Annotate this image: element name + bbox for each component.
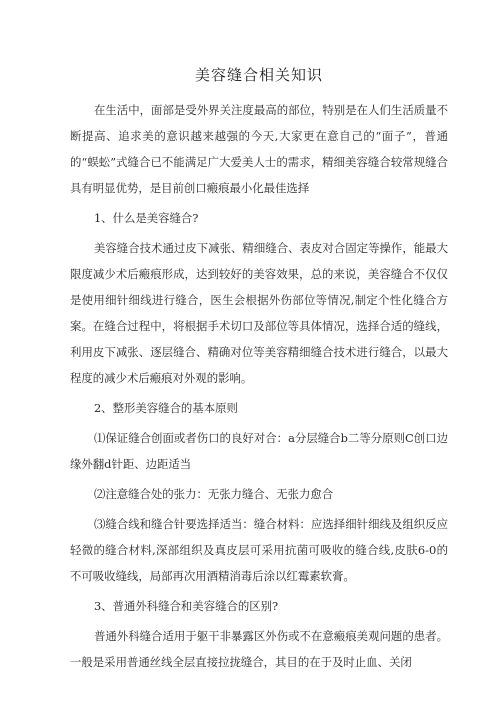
section1-heading: 1、什么是美容缝合? <box>93 211 199 225</box>
section2-heading: 2、整形美容缝合的基本原则 <box>93 401 238 415</box>
section2-item-1: ⑴保证缝合创面或者伤口的良好对合：a分层缝合b二等分原则C创口边缘外翻d针距、边距适当 <box>70 431 448 471</box>
section2-item-3: ⑶缝合线和缝合针要选择适当：缝合材料：应选择细针细线及组织反应轻微的缝合材料,深部组织及真皮层可采用抗菌可吸收的缝合线,皮肤6-0的不可吸收缝线，局部再次用酒精消毒后涂以红霉素软膏。 <box>70 517 448 583</box>
document-title: 美容缝合相关知识 <box>194 66 323 84</box>
section3-heading: 3、普通外科缝合和美容缝合的区别? <box>93 599 279 613</box>
section3-body: 普通外科缝合适用于躯干非暴露区外伤或不在意瘢痕美观问题的患者。一般是采用普通丝线全层直接拉拢缝合，其目的在于及时止血、关闭 <box>70 629 448 669</box>
section2-item-2: ⑵注意缝合处的张力：无张力缝合、无张力愈合 <box>93 487 334 501</box>
intro-paragraph: 在生活中，面部是受外界关注度最高的部位，特别是在人们生活质量不断提高、追求美的意识越来越强的今天,大家更在意自己的“面子”，普通的“蜈蚣”式缝合已不能满足广大爱美人士的需求，精细美容缝合较常规缝合具有明显优势，是目前创口瘢痕最小化最佳选择 <box>70 103 448 195</box>
section1-body: 美容缝合技术通过皮下减张、精细缝合、表皮对合固定等操作，能最大限度减少术后瘢痕形成，达到较好的美容效果，总的来说，美容缝合不仅仅是使用细针细线进行缝合，医生会根据外伤部位等情况,制定个性化缝合方案。在缝合过程中，将根据手术切口及部位等具体情况，选择合适的缝线，利用皮下减张、逐层缝合、精确对位等美容精细缝合技术进行缝合，以最大程度的减少术后瘢痕对外观的影响。 <box>70 241 448 385</box>
